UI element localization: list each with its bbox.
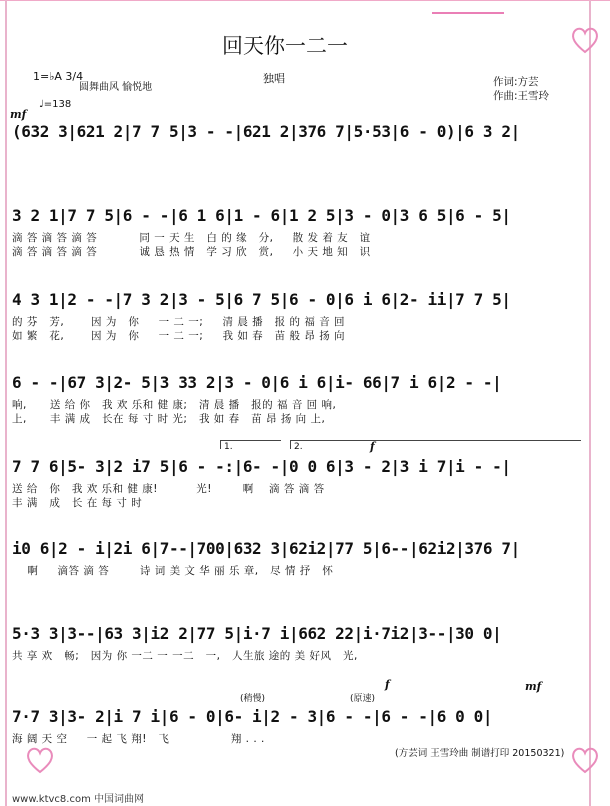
page-frame-right — [589, 0, 591, 806]
lyric-line-5b: 丰 满 成 长 在 每 寸 时 — [12, 497, 143, 509]
slow-marking: (稍慢) — [240, 694, 266, 704]
footer-credit: (方芸词 王雪玲曲 制谱打印 20150321) — [395, 748, 565, 759]
key-signature: 1=♭A 3/4 — [33, 70, 84, 83]
tempo-marking: ♩=138 — [39, 99, 72, 110]
lyric-line-2a: 滴 答 滴 答 滴 答 同 一 天 生 白 的 缘 分, 散 发 着 友 谊 — [12, 232, 371, 244]
performance-type: 独唱 — [263, 72, 285, 85]
score-line-1: (632 3|621 2|7 7 5|3 - -|621 2|376 7|5·53|6 - 0)|6 3 2| — [12, 122, 520, 141]
lyric-line-7a: 共 享 欢 畅; 因为 你 一二 一 一二 一, 人生旅 途的 美 好风 光, — [12, 650, 358, 662]
decor-pink-line — [432, 12, 504, 14]
volta-bracket-2 — [290, 440, 581, 449]
dynamic-mf-end: mf — [525, 680, 542, 693]
score-line-5: 7 7 6|5- 3|2 i7 5|6 - -:|6- -|0 0 6|3 - 2|3 i 7|i - -| — [12, 457, 511, 476]
credits — [493, 75, 549, 103]
heart-icon — [570, 745, 600, 775]
dynamic-f-2: f — [385, 678, 390, 691]
original-tempo-marking: (原速) — [350, 694, 376, 704]
lyric-line-2b: 滴 答 滴 答 滴 答 诚 恳 热 情 学 习 欣 赏, 小 天 地 知 识 — [12, 246, 371, 258]
composer: 作曲:王雪玲 — [493, 90, 550, 102]
heart-icon — [570, 25, 600, 55]
lyric-line-6a: 啊 滴答 滴 答 诗 词 美 文 华 丽 乐 章, 尽 情 抒 怀 — [12, 565, 334, 577]
lyric-line-5a: 送 给 你 我 欢 乐和 健 康! 光! 啊 滴 答 滴 答 — [12, 483, 325, 495]
lyric-line-4b: 上, 丰 满 成 长在 每 寸 时 光; 我 如 春 苗 昂 扬 向 上, — [12, 413, 326, 425]
lyric-line-4a: 响, 送 给 你 我 欢 乐和 健 康; 清 晨 播 报的 福 音 回 响, — [12, 399, 337, 411]
page-frame-top — [0, 0, 610, 1]
volta-2-label: 2. — [294, 442, 303, 452]
dynamic-f: f — [370, 440, 375, 453]
score-line-4: 6 - -|67 3|2- 5|3 33 2|3 - 0|6 i 6|i- 66|7 i 6|2 - -| — [12, 373, 502, 392]
lyricist: 作词:方芸 — [493, 76, 539, 88]
page-frame-left — [5, 0, 7, 806]
heart-icon — [25, 745, 55, 775]
score-line-3: 4 3 1|2 - -|7 3 2|3 - 5|6 7 5|6 - 0|6 i 6|2- ii|7 7 5| — [12, 290, 511, 309]
song-title: 回天你一二一 — [222, 34, 348, 58]
site-watermark: www.ktvc8.com 中国词曲网 — [12, 794, 145, 805]
lyric-line-3a: 的 芬 芳, 因 为 你 一 二 一; 清 晨 播 报 的 福 音 回 — [12, 316, 346, 328]
score-line-2: 3 2 1|7 7 5|6 - -|6 1 6|1 - 6|1 2 5|3 - 0|3 6 5|6 - 5| — [12, 206, 511, 225]
score-line-8: 7·7 3|3- 2|i 7 i|6 - 0|6- i|2 - 3|6 - -|6 - -|6 0 0| — [12, 707, 493, 726]
lyric-line-8a: 海 阔 天 空 一 起 飞 翔! 飞 翔 . . . — [12, 733, 265, 745]
lyric-line-3b: 如 繁 花, 因 为 你 一 二 一; 我 如 春 苗 般 昂 扬 向 — [12, 330, 346, 342]
style-marking: 圆舞曲风 愉悦地 — [79, 82, 153, 93]
score-line-6: i0 6|2 - i|2i 6|7--|700|632 3|62i2|77 5|6--|62i2|376 7| — [12, 539, 520, 558]
dynamic-mf: mf — [10, 108, 27, 121]
score-line-7: 5·3 3|3--|63 3|i2 2|77 5|i·7 i|662 22|i·7i2|3--|30 0| — [12, 624, 502, 643]
volta-1-label: 1. — [224, 442, 233, 452]
